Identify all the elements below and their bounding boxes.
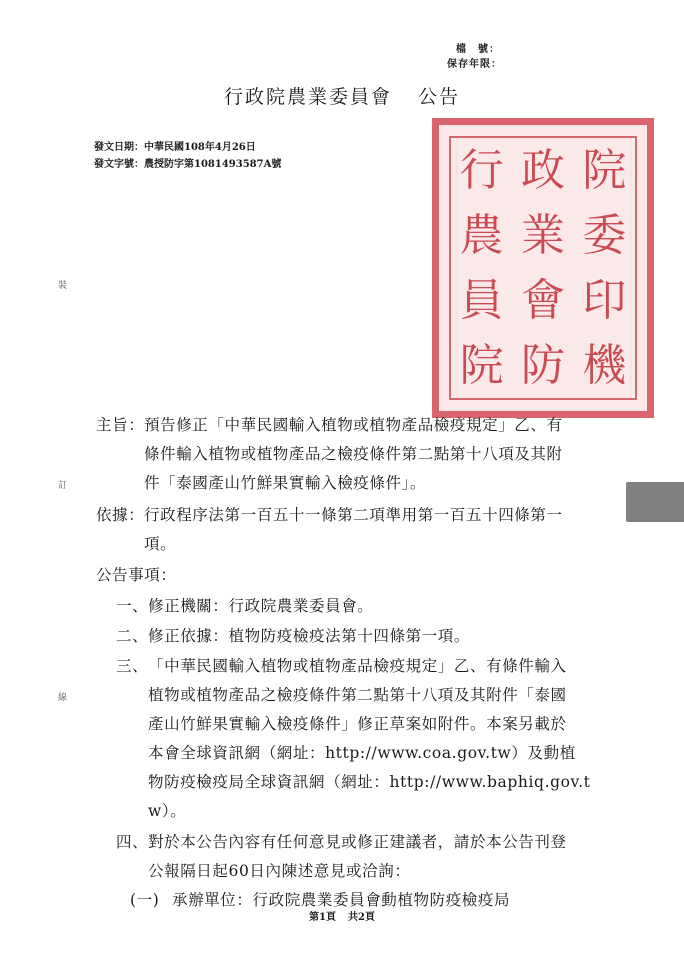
seal-char: 會 (520, 274, 565, 326)
notice-item-line: 「中華民國輸入植物或植物產品檢疫規定」乙、有條件輸入 (148, 657, 567, 675)
file-number-label: 檔 號： (456, 44, 500, 55)
seal-char: 委 (582, 209, 627, 261)
issue-number-label: 發文字號： (94, 159, 144, 170)
seal-char: 行 (459, 144, 504, 196)
notice-item-marker: 一、 (116, 597, 149, 615)
subject-label: 主旨： (96, 416, 145, 434)
notice-item-line: 物防疫檢疫局全球資訊網（網址：http://www.baphiq.gov.t (148, 773, 591, 791)
notice-item-line: 本會全球資訊網（網址：http://www.coa.gov.tw）及動植 (148, 744, 576, 762)
subject-line: 件「泰國產山竹鮮果實輸入檢疫條件」。 (144, 474, 427, 492)
binding-mark: 訂 (58, 481, 68, 491)
title-org: 行政院農業委員會 (223, 86, 392, 108)
title-type: 公告 (418, 86, 461, 108)
basis-label: 依據： (96, 506, 145, 524)
notice-item-marker: 三、 (116, 657, 149, 675)
notice-item-line: 產山竹鮮果實輸入檢疫條件」修正草案如附件。本案另載於 (148, 715, 567, 733)
seal-char: 印 (582, 274, 627, 326)
page-number: 第1頁 (309, 912, 336, 923)
sub-item-text: 承辦單位：行政院農業委員會動植物防疫檢疫局 (172, 891, 511, 909)
seal-char: 院 (582, 144, 627, 196)
seal-char: 防 (520, 339, 565, 391)
issue-number-value: 農授防字第1081493587A號 (144, 159, 282, 170)
notice-item-line: 修正機關：行政院農業委員會。 (148, 597, 374, 615)
seal-char: 農 (459, 209, 504, 261)
seal-char: 政 (520, 144, 565, 196)
notice-item-marker: 四、 (116, 833, 149, 851)
issue-date (94, 138, 256, 153)
seal-character-grid (449, 136, 637, 400)
binding-mark: 線 (58, 693, 68, 703)
page-total: 共2頁 (348, 912, 375, 923)
received-stamp (626, 482, 684, 522)
subject-line: 條件輸入植物或植物產品之檢疫條件第二點第十八項及其附 (144, 445, 563, 463)
retention-period-label: 保存年限： (447, 59, 502, 70)
seal-char: 業 (520, 209, 565, 261)
binding-mark: 裝 (58, 281, 68, 291)
seal-char: 院 (459, 339, 504, 391)
sub-item-marker: (一) (130, 891, 160, 909)
official-seal (432, 118, 654, 418)
notice-item-line: 植物或植物產品之檢疫條件第二點第十八項及其附件「泰國 (148, 686, 567, 704)
notice-label: 公告事項： (96, 566, 177, 584)
notice-item-line: 對於本公告內容有任何意見或修正建議者，請於本公告刊登 (148, 833, 567, 851)
notice-item-line: w）。 (148, 802, 187, 820)
basis-line: 項。 (144, 535, 177, 553)
notice-item-marker: 二、 (116, 627, 149, 645)
seal-char: 員 (459, 274, 504, 326)
notice-item-line: 公報隔日起60日內陳述意見或洽詢： (148, 862, 411, 880)
issue-date-label: 發文日期： (94, 142, 144, 153)
notice-item-line: 修正依據：植物防疫檢疫法第十四條第一項。 (148, 627, 471, 645)
issue-number (94, 155, 281, 170)
page-footer (0, 908, 684, 923)
basis-line: 行政程序法第一百五十一條第二項準用第一百五十四條第一 (144, 506, 563, 524)
seal-char: 機 (582, 339, 627, 391)
page-title (0, 82, 684, 109)
subject-line: 預告修正「中華民國輸入植物或植物產品檢疫規定」乙、有 (144, 416, 563, 434)
issue-date-value: 中華民國108年4月26日 (144, 142, 256, 153)
